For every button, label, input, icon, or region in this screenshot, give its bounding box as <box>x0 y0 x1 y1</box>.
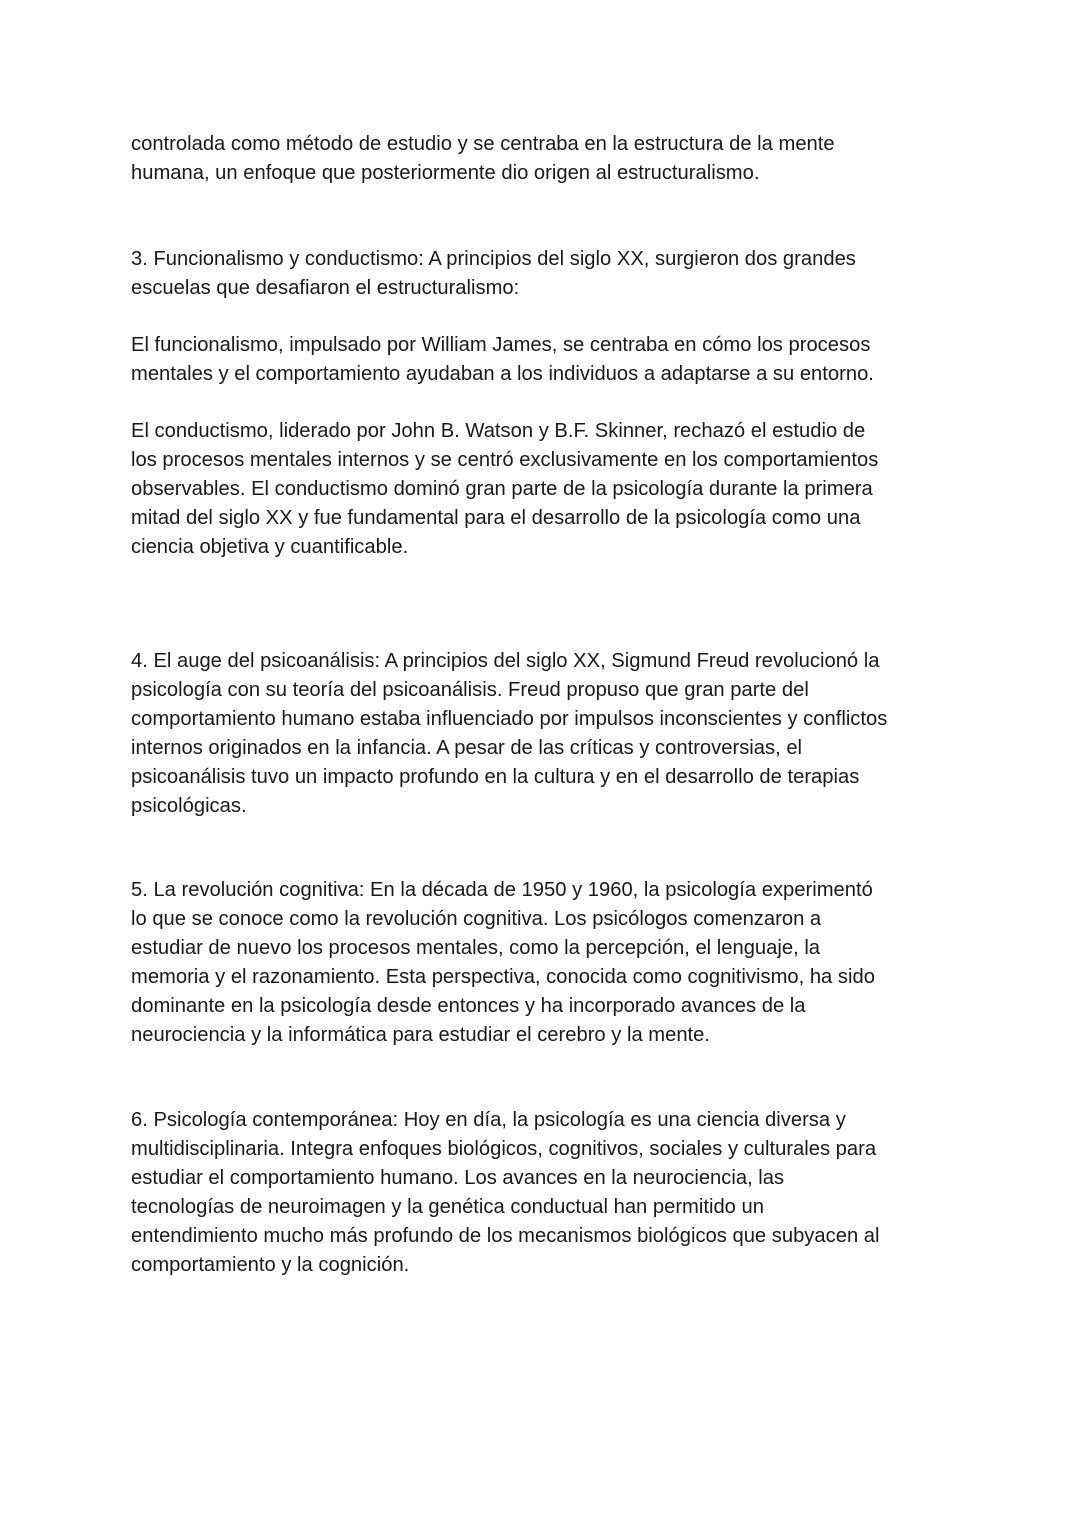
paragraph-behaviorism: El conductismo, liderado por John B. Watson y B.F. Skinner, rechazó el estudio de los procesos mentales internos y se centró exclusivamente en los comportamientos observables. El conductismo dominó gran parte de la psicología durante la primera mitad del siglo XX y fue fundamental para el desarrollo de la psicología como una ciencia objetiva y cuantificable. <box>131 420 879 558</box>
paragraph-functionalism: El funcionalismo, impulsado por William James, se centraba en cómo los procesos mentales y el comportamiento ayudaban a los individuos a adaptarse a su entorno. <box>131 334 874 385</box>
paragraph-section-5-cognitive-revolution: 5. La revolución cognitiva: En la década de 1950 y 1960, la psicología experimentó lo que se conoce como la revolución cognitiva. Los psicólogos comenzaron a estudiar de nuevo los procesos mentales, como la percepción, el lenguaje, la memoria y el razonamiento. Esta perspectiva, conocida como cognitivismo, ha sido dominante en la psicología desde entonces y ha incorporado avances de la neurociencia y la informática para estudiar el cerebro y la mente. <box>131 879 875 1046</box>
paragraph-section-6-contemporary-psychology: 6. Psicología contemporánea: Hoy en día, la psicología es una ciencia diversa y multidisciplinaria. Integra enfoques biológicos, cognitivos, sociales y culturales para estudiar el comportamiento humano. Los avances en la neurociencia, las tecnologías de neuroimagen y la genética conductual han permitido un entendimiento mucho más profundo de los mecanismos biológicos que subyacen al comportamiento y la cognición. <box>131 1109 880 1276</box>
paragraph-section-4-psychoanalysis: 4. El auge del psicoanálisis: A principios del siglo XX, Sigmund Freud revolucionó la psicología con su teoría del psicoanálisis. Freud propuso que gran parte del comportamiento humano estaba influenciado por impulsos inconscientes y conflictos internos originados en la infancia. A pesar de las críticas y controversias, el psicoanálisis tuvo un impacto profundo en la cultura y en el desarrollo de terapias psicológicas. <box>131 650 888 817</box>
paragraph-intro-continuation: controlada como método de estudio y se centraba en la estructura de la mente humana, un enfoque que posteriormente dio origen al estructuralismo. <box>131 133 835 184</box>
paragraph-section-3-functionalism-behaviorism: 3. Funcionalismo y conductismo: A principios del siglo XX, surgieron dos grandes escuelas que desafiaron el estructuralismo: <box>131 248 856 299</box>
